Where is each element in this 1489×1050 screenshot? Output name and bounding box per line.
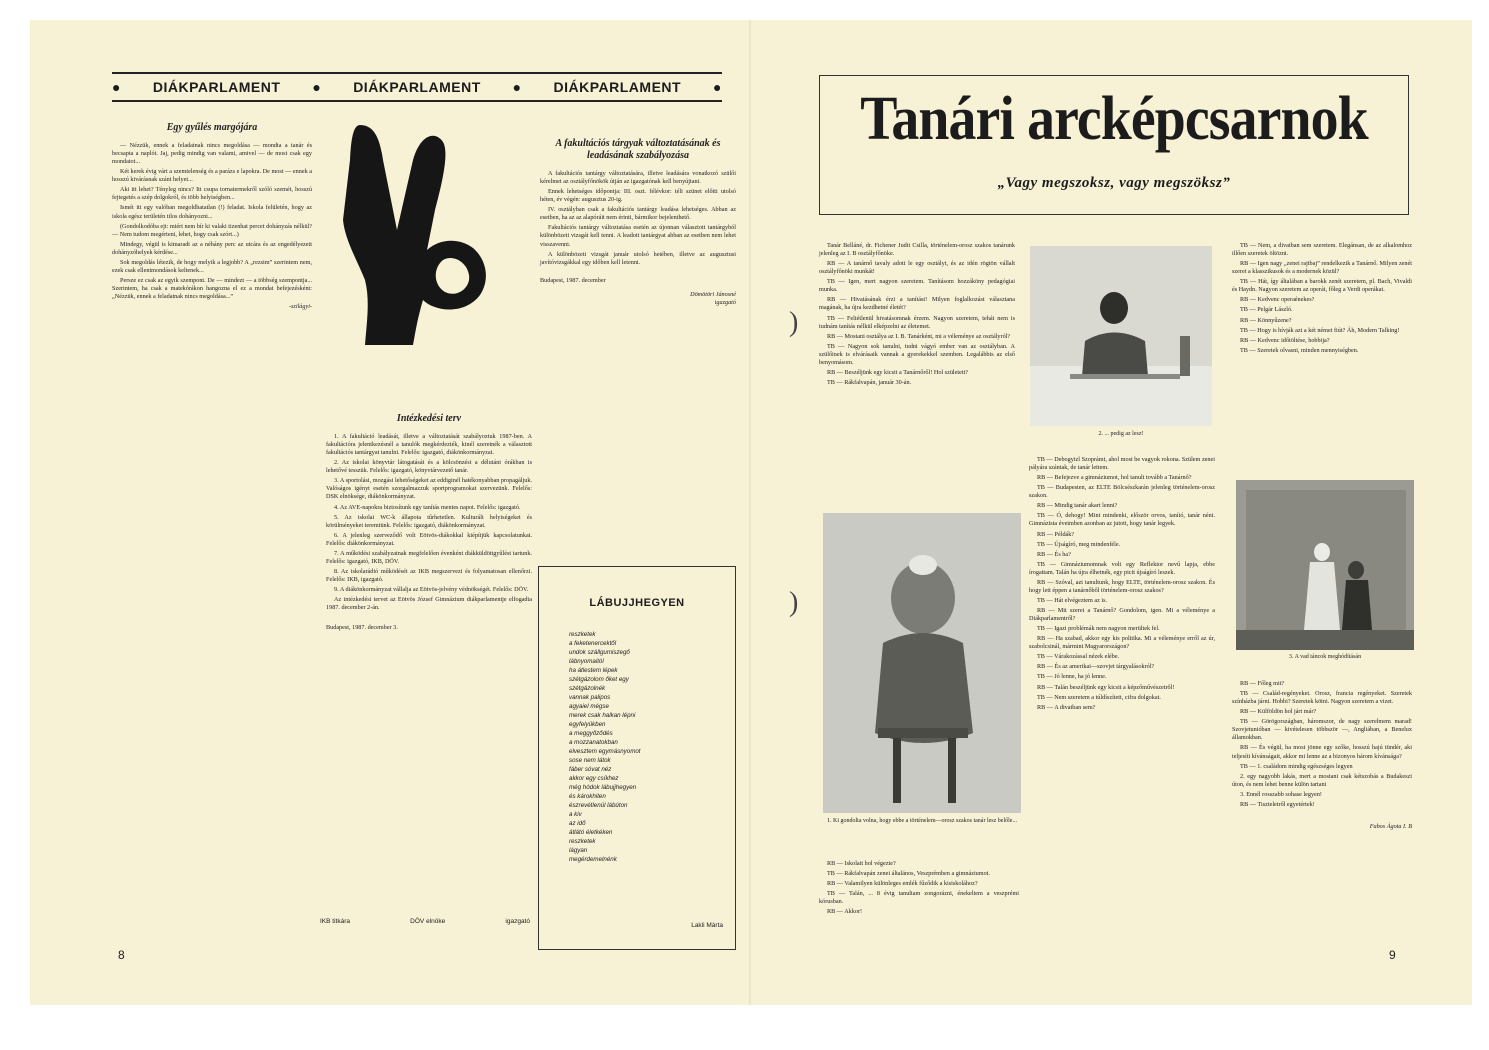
binding-mark: ) xyxy=(789,587,799,618)
signer: igazgató xyxy=(505,918,530,925)
dance-photo xyxy=(1236,480,1414,650)
paragraph: RB — Példák? xyxy=(1037,530,1075,538)
paragraph: 4. Az AVE-napokra biztosítunk egy tanítás mentes napot. Felelős: igazgató. xyxy=(334,503,521,511)
article-date: Budapest, 1987. december xyxy=(540,276,606,284)
article-body xyxy=(326,433,532,612)
paragraph: 3. Ennél rosszabb sohase legyen! xyxy=(1240,790,1322,798)
child-photo xyxy=(823,513,1021,813)
poem-line: a mozzanatokban xyxy=(569,738,618,746)
paragraph: TB — Szeretek olvasni, minden mennyiségben. xyxy=(1240,346,1359,354)
article-title: A fakultációs tárgyak változtatásának és leadásának szabályozása xyxy=(555,138,721,161)
regulation-column xyxy=(540,138,736,538)
paragraph: 2. Az iskolai könyvtár látogatását és a kölcsönzést a délutáni órákban is lehetővé tesszük. Felelős: igazgató, könyvtárvezető tanár. xyxy=(326,459,532,475)
paragraph: Tanár Belláné, dr. Fichener Judit Csilla, történelem-orosz szakos tanárunk jelenleg az I. B osztályfőnöke. xyxy=(819,242,1015,258)
paragraph: Két kerek évig várt a szemtelenség és a parázs e lapokra. De most — ennek a hosszú kivárásnak szánt helyet... xyxy=(112,168,312,184)
interview-column-1 xyxy=(819,242,1015,502)
paragraph: RB — Igen nagy „zenei rajtbaj” rendelkezik a Tanárnő. Milyen zenét szeret a klasszikusok és a modernek közül? xyxy=(1232,260,1412,276)
paragraph: TB — Hát elvégeztem az is. xyxy=(1037,596,1108,604)
right-page xyxy=(751,20,1472,1005)
banner-label: DIÁKPARLAMENT xyxy=(553,79,682,95)
paragraph: RB — Mindig tanár akart lenni? xyxy=(1037,502,1118,510)
paragraph: RB — Főleg mit? xyxy=(1240,680,1285,687)
poem-line: sose nem látok xyxy=(569,756,611,764)
signer: DÖV elnöke xyxy=(410,918,446,925)
signer: IKB titkára xyxy=(320,918,350,925)
poem-line: reszketek xyxy=(569,631,596,638)
paragraph: 7. A működési szabályzatnak megfelelően évenként diákküldöttgyűlést tartunk. Felelős: igazgató, IKB, DÖV. xyxy=(326,549,532,565)
photo-caption: 3. A vad táncok meghódításán xyxy=(1288,654,1362,660)
paragraph: 9. A diákönkormányzat vállalja az Eötvös-jelvény védnökségét. Felelős: DÖV. xyxy=(334,586,529,594)
left-page xyxy=(30,20,751,1005)
page-number: 8 xyxy=(118,948,125,962)
poem-line: lábnyomaitól xyxy=(569,657,604,665)
interview-text xyxy=(1029,456,1215,712)
bullet-icon: ● xyxy=(712,79,722,95)
paragraph: Sok megoldás létezik, de hogy melyik a legjobb? A „rezsim” szerintem nem, ezek csak ellentmondások keltenek... xyxy=(112,258,312,274)
paragraph: RB — Ha szabad, akkor egy kis politika. Mi a véleménye erről az úr, szabolcsinál, mármint Magyarországon? xyxy=(1029,635,1215,651)
paragraph: RB — Valamilyen különleges emlék fűződik a kisiskolához? xyxy=(827,880,978,888)
paragraph: Ismét itt egy valóban megoldhatatlan (!) feladat. Iskola felületén, hogy az iskola egész területén tilos dohányozni... xyxy=(112,204,312,220)
interview-text xyxy=(819,860,1019,916)
poem-line: egyfelyükben xyxy=(569,720,606,728)
paragraph: Mindegy, végül is kimaradt az a néhány perc az utcára és az engedélyezett dohányzóhelyek kérdése... xyxy=(112,240,312,256)
poem-line: a meggyőződés xyxy=(569,729,613,737)
poem-line: fáber sóvat néz xyxy=(569,765,612,773)
paragraph: TB — Hogy is hívják azt a két német fiút? Áh, Modern Talking! xyxy=(1240,326,1400,334)
paragraph: TB — Talán, ... 8 évig tanultam zongorázni, énekeltem a veszprémi kórusban. xyxy=(819,890,1019,906)
paragraph: TB — Család-regényeket. Orosz, francia regényeket. Szeretek színházba járni. Hobbi? Szeretek kötni. Nagyon szeretem a vizet. xyxy=(1232,690,1412,706)
poem-lines xyxy=(569,631,719,865)
paragraph: 5. Az iskolai WC-k állapota tűrhetetlen. Kulturált helyiségeket és körülményeket teremtünk. Felelős: igazgató, diákönkormányzat. xyxy=(326,513,532,529)
paragraph: (Gondolkodóba ejt: miért nem bír ki valaki tizenhat percet dohányzás nélkül? — Nem tudom megérteni, lehet, hogy csak szórt...) xyxy=(112,222,312,238)
paragraph: Az intézkedési tervet az Eötvös József Gimnázium diákparlamentje elfogadta 1987. december 2-án. xyxy=(326,596,532,612)
paragraph: TB — Görögországban, háromszor, de nagy szerelmem marad! Szovjetunióban — kivételesen többször —, Angliában, a Benelux államokban. xyxy=(1232,718,1412,742)
paragraph: RB — Talán beszéljünk egy kicsit a képzőművészetről! xyxy=(1037,683,1175,691)
article-date: Budapest, 1987. december 3. xyxy=(326,624,398,632)
paragraph: RB — Könnyűzene? xyxy=(1240,316,1292,324)
interview-text xyxy=(1232,242,1412,355)
paragraph: Fakultációs tantárgy változtatása esetén az újonnan választott tantárgyból különbözeti vizsgát kell tenni. A leadott tantárgyat abban az esetben nem lehet visszavenni. xyxy=(540,224,736,248)
poem-line: megérdemelnénk xyxy=(569,855,617,863)
poem-line: agyaiel mégse xyxy=(569,702,609,710)
title-box xyxy=(819,75,1409,215)
photo-caption: 2. ... pedig az lesz! xyxy=(1098,431,1144,437)
bullet-icon: ● xyxy=(312,79,322,95)
poem-line: szétgázolom őket egy xyxy=(569,675,629,683)
poem-line: észrevétlenül lábúton xyxy=(569,801,628,809)
interview-column-3-bottom xyxy=(1232,680,1412,950)
paragraph: TB — Igen, mert nagyon szeretem. Tanításom hozzáköny pedagógiai munka. xyxy=(819,278,1015,294)
page-title: Tanári arcképcsarnok xyxy=(860,85,1368,153)
poem-line: még hódok lábujjhegyen xyxy=(569,783,637,791)
article-body xyxy=(540,170,736,267)
action-plan-column xyxy=(326,413,532,913)
paragraph: TB — Hát, így általában a barokk zenét szeretem, pl. Bach, Vivaldi és Haydn. Nagyon szeretem az operát, főleg a Verdi operákat. xyxy=(1232,278,1412,294)
paragraph: RB — Mostani osztálya az I. B. Tanárként, mi a véleménye az osztályról? xyxy=(827,332,1011,340)
poem-signature: Lakli Márta xyxy=(691,922,723,929)
paragraph: TB — Igazi problémák nem nagyon merültek fel. xyxy=(1037,625,1160,633)
paragraph: TB — Nem szeretem a túldíszített, cifra dolgokat. xyxy=(1037,693,1161,701)
binding-mark: ) xyxy=(789,307,799,338)
interview-text xyxy=(1232,680,1412,809)
magazine-spread xyxy=(30,20,1472,1005)
interview-column-3 xyxy=(1232,242,1412,492)
signature-role: igazgató xyxy=(714,298,736,306)
article-title: Intézkedési terv xyxy=(396,413,462,424)
paragraph: TB — Jó lenne, ha jó lenne. xyxy=(1037,673,1107,681)
paragraph: RB — Szóval, azt tanultunk, hogy ELTE, történelem-orosz szakon. És hogy lett éppen a tanárnőből történelem-orosz szakos? xyxy=(1029,578,1215,594)
paragraph: RB — Hivatásának érzi a tanítást! Milyen foglalkozást választana magának, ha újra kezdhetné életét? xyxy=(819,296,1015,312)
poem-line: merek csak halkan lépni xyxy=(569,711,636,719)
poem-line: lágyan xyxy=(569,846,588,854)
page-number: 9 xyxy=(1389,948,1396,962)
paragraph: RB — Beszéljünk egy kicsit a Tanárnőről! Hol született? xyxy=(827,368,969,376)
paragraph: — Nézzük, ennek a feladatnak nincs megoldása — mondta a tanár és becsapta a naplót. Jaj, pedig mindig van valami, amivel — de most csak egy mondatot... xyxy=(112,142,312,166)
banner-label: DIÁKPARLAMENT xyxy=(353,79,481,95)
poem-line: az idő xyxy=(569,819,586,827)
paragraph: RB — Akkor! xyxy=(827,908,863,916)
ok-hand-gesture-icon xyxy=(325,120,535,345)
paragraph: TB — Ó, dehogy! Mint mindenki, először orvos, tanító, tanár néni. Gimnázista éveimben azonban az jutott, hogy tanár legyek. xyxy=(1029,512,1215,528)
poem-line: és károkhiten xyxy=(569,792,606,800)
poem-line: ha átlestem lépek xyxy=(569,666,618,674)
bullet-icon: ● xyxy=(112,79,121,95)
paragraph: TB — Újságíró, meg mindenféle. xyxy=(1037,540,1121,548)
poem-line: reszketek xyxy=(569,837,596,845)
article-signature: Dömötöri Jánosné xyxy=(690,290,736,298)
paragraph: TB — Nagyon sok tanulni, tudni vágyó ember van az osztályban. A szülőinek is elvárásaik vannak a gyerekekkel szemben. Legalábbis az első benyomásom. xyxy=(819,342,1015,366)
poem-line: akkor egy csíkhez xyxy=(569,774,619,782)
article-margin-column xyxy=(112,122,312,932)
section-banner xyxy=(112,72,722,102)
poem-line: elvesztem egymásnyomot xyxy=(569,747,641,755)
paragraph: Ennek lehetséges időpontja: III. oszt. félévkor: téli szünet előtti utolsó héten, év végén: augusztus 20-ig. xyxy=(540,188,736,204)
poem-title: LÁBUJJHEGYEN xyxy=(589,597,685,609)
paragraph: RB — És végül, ha most jönne egy szőke, hosszú hajú tündér, aki teljesíti kívánságait, akkor mi lenne az a bizonyos három kívánsága? xyxy=(1232,744,1412,760)
paragraph: TB — Budapesten, az ELTE Bölcsészkarán jelenleg történelem-orosz szakon. xyxy=(1029,484,1215,500)
paragraph: Aki itt lehet? Tényleg nincs? Itt csupa tornatermekről szóló szemét, hosszú fejtegetés a szép dolgokról, és több helyiségben... xyxy=(112,186,312,202)
paragraph: TB — Debogyizl Szoprámt, ahol most be vagyok rokona. Szülem zenei pályára szántak, de tanár lettem. xyxy=(1029,456,1215,472)
paragraph: RB — A tanárnő tavaly adott le egy osztályt, és az idén rögtön vállalt osztályfőnöki munkát! xyxy=(819,260,1015,276)
poem-box xyxy=(538,566,736,950)
poem-line: vannak palipos xyxy=(569,693,611,701)
poem-line: a kiv xyxy=(569,810,582,818)
paragraph: IV. osztályban csak a fakultációs tantárgy leadása lehetséges. Abban az esetben, ha az az alapóráit nem érinti, bármikor bejelenthető. xyxy=(540,206,736,222)
paragraph: TB — Nem, a divatban sem szeretem. Elegánsan, de az alkalomhoz illően szeretek öltözni. xyxy=(1232,242,1412,258)
paragraph: A különbözeti vizsgát január utolsó hetében, illetve az augusztusi javítóvizsgákkal egy időben kell letenni. xyxy=(540,250,736,266)
paragraph: 1. A fakultáció leadását, illetve a változtatását szabályoztuk 1987-ben. A fakultációra jelentkezésnél a tanulók megkérdezték, kinél szeretnék a választott fakultációs tantárgyat tanulni. Felelős: igazgató, diákönkormányzat. xyxy=(326,433,532,457)
paragraph: RB — Tiszteletről egyetértek! xyxy=(1240,800,1315,808)
banner-label: DIÁKPARLAMENT xyxy=(152,79,281,95)
paragraph: RB — Befejezve a gimnáziumot, hol tanult tovább a Tanárnő? xyxy=(1037,474,1192,482)
paragraph: RB — És ha? xyxy=(1037,550,1071,558)
paragraph: RB — Kedvenc operaénekes? xyxy=(1240,296,1315,304)
poem-line: átlátó életkéken xyxy=(569,828,613,836)
poem-line: undok szállgumiszegő xyxy=(569,648,630,656)
paragraph: 2. egy nagyobb lakás, mert a mostani csak kétszobás a Budakeszi úton, és nem lehet benne külön tartani xyxy=(1232,772,1412,788)
paragraph: TB — Rákfalvapán zenei általános, Veszprémben a gimnáziumot. xyxy=(827,870,990,878)
photo-caption: 1. Ki gondolta volna, hogy ebbe a történelem—orosz szakos tanár lesz belőle... xyxy=(827,818,1017,824)
paragraph: RB — A divatban sem? xyxy=(1037,703,1096,711)
paragraph: 3. A sportolási, mozgási lehetőségeket az eddiginél hatékonyabban propagáljuk. Valóságos igényt esetén szorgalmazzuk sportprogramokat szervezünk. Felelős: DSK elnöksége, diákönkormányzat. xyxy=(326,477,532,501)
paragraph: TB — Rákfalvapán, január 30-án. xyxy=(827,378,912,386)
paragraph: TB — Várakozással nézek elébe. xyxy=(1037,653,1120,661)
paragraph: TB — Gimnáziumomnak volt egy Reflektor nevű lapja, ebbe írogattam. Talán ha újra élhetnék, egy picit újságíró leszek. xyxy=(1029,560,1215,576)
paragraph: 6. A jelenleg szerveződő volt Eötvös-diákokkal kiépítjük kapcsolatunkat. Felelős: diákönkormányzat. xyxy=(326,531,532,547)
paragraph: RB — Mit szeret a Tanárnő? Gondolom, igen. Mi a véleménye a Diákparlamentről? xyxy=(1029,607,1215,623)
article-body xyxy=(112,142,312,301)
interview-column-2 xyxy=(1029,456,1215,966)
teacher-photo xyxy=(1030,246,1212,426)
paragraph: 8. Az iskolarádió működését az IKB megszervezi és folyamatosan ellenőrzi. Felelős: IKB, igazgató. xyxy=(326,567,532,583)
paragraph: TB — Feltétlenül hivatásomnak érzem. Nagyon szeretem, tehát nem is tudnám tanítás nélkül elképzelni az életemet. xyxy=(819,314,1015,330)
paragraph: A fakultációs tantárgy változtatására, illetve leadására vonatkozó szülői kérelmet az osztályfőnökök útján az igazgatónak kell benyújtani. xyxy=(540,170,736,186)
paragraph: RB — Iskolait hol végezte? xyxy=(827,860,896,867)
bullet-icon: ● xyxy=(512,79,522,95)
paragraph: RB — Kedvenc időtöltése, hobbija? xyxy=(1240,336,1330,344)
article-title: Egy gyűlés margójára xyxy=(166,122,258,133)
signers-row xyxy=(320,918,530,925)
page-subtitle: „Vagy megszoksz, vagy megszöksz” xyxy=(997,175,1231,191)
paragraph: TB — 1. családom mindig egészséges legyen xyxy=(1240,762,1353,770)
interview-text xyxy=(819,242,1015,387)
poem-line: a feketenercektől xyxy=(569,639,617,647)
article-signature: -szilágyi- xyxy=(288,303,312,311)
poem-line: szétgázolnék xyxy=(569,684,606,692)
paragraph: TB — Pelgár László. xyxy=(1240,306,1293,314)
interview-column-1-bottom xyxy=(819,860,1019,960)
paragraph: Persze ez csak az egyik szempont. De — mindezt — a többség szempontja... Szerintem, ha csak a matekórákon hangozna el ez a mondat befejezésként: „Nézzük, ennek a feladatnak nincs megoldása...” xyxy=(112,276,312,301)
paragraph: RB — Külföldön hol járt már? xyxy=(1240,708,1317,716)
interview-signature: Fabos Ágota I. B xyxy=(1369,822,1412,830)
paragraph: RB — És az amerikai—szovjet tárgyalásokról? xyxy=(1037,663,1155,671)
